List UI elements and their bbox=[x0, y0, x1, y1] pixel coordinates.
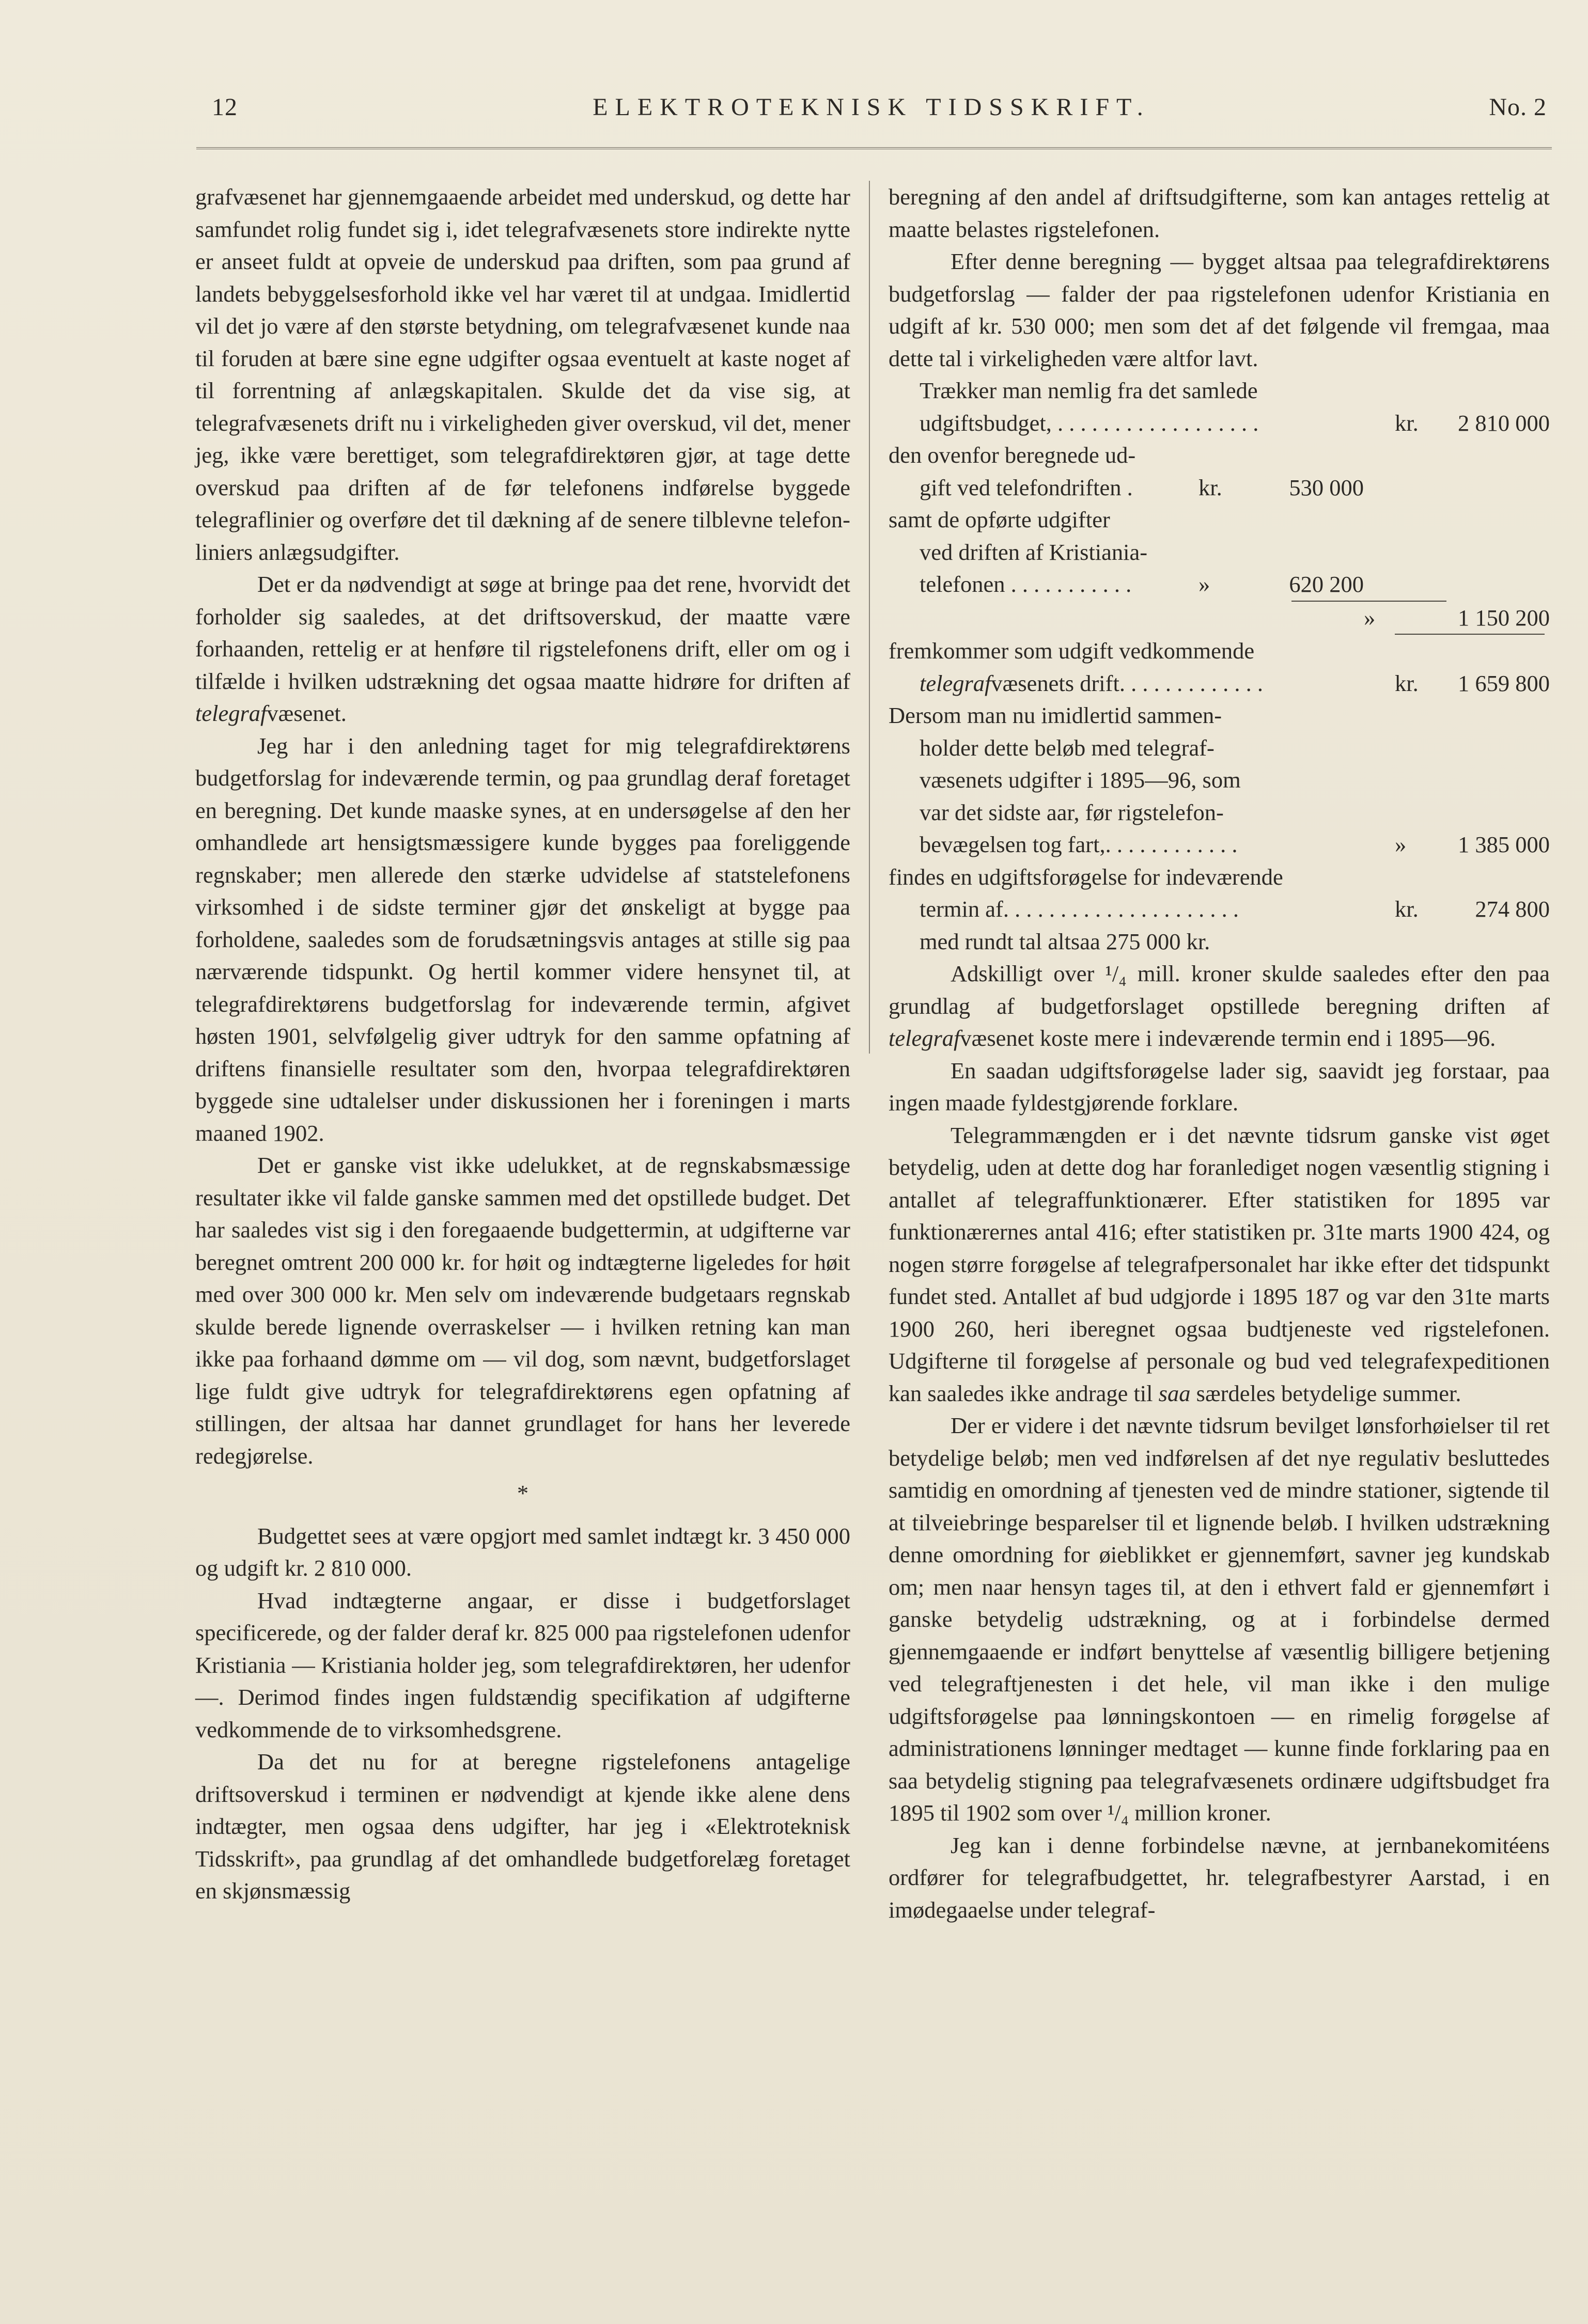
text: Adskilligt over ¹/₄ mill. kroner skulde saaledes efter den paa grundlag af budgetforslaget opstillede beregning driften af bbox=[889, 961, 1550, 1019]
calc-label: termin af. . . . . . . . . . . . . . . . . . . . . bbox=[920, 896, 1239, 922]
paragraph bbox=[889, 1119, 1550, 1410]
calc-row bbox=[889, 764, 1550, 796]
paragraph: beregning af den andel af driftsudgifterne, som kan antages rettelig at maatte belastes rigstelefonen. bbox=[889, 184, 1550, 242]
calculation-table bbox=[889, 374, 1550, 957]
calc-label: holder dette beløb med telegraf- bbox=[920, 734, 1215, 761]
journal-title: ELEKTROTEKNISK TIDSSKRIFT. bbox=[593, 93, 1150, 121]
calc-currency: kr. bbox=[1395, 896, 1419, 922]
paragraph: Da det nu for at beregne rigstelefonens antagelige driftsoverskud i terminen er nødvendigt at kjende ikke alene dens indtægter, men ogsaa dens udgifter, har jeg i «Elektroteknisk Tidsskrift», paa grundlag af det omhandlede budgetforelæg foretaget en skjønsmæssig bbox=[195, 1749, 850, 1904]
calc-row bbox=[889, 796, 1550, 829]
paragraph bbox=[195, 568, 850, 730]
calc-currency: kr. bbox=[1395, 410, 1419, 436]
page-number: 12 bbox=[212, 93, 238, 121]
issue-number: No. 2 bbox=[1489, 93, 1547, 121]
calc-row bbox=[889, 699, 1550, 732]
paragraph: Jeg kan i denne forbindelse nævne, at jernbanekomitéens ordfører for telegrafbudgettet, hr. telegrafbestyrer Aarstad, i en imødegaaelse under telegraf- bbox=[889, 1832, 1550, 1923]
calc-label: væsenets udgifter i 1895—96, som bbox=[920, 767, 1241, 793]
calc-label: samt de opførte udgifter bbox=[889, 507, 1110, 532]
calc-row bbox=[889, 374, 1550, 407]
calc-currency: » bbox=[1198, 571, 1210, 597]
calc-currency: » bbox=[1364, 604, 1376, 631]
calc-label: findes en udgiftsforøgelse for indeværende bbox=[889, 863, 1283, 890]
calc-amount: 2 810 000 bbox=[1458, 410, 1550, 436]
calc-label: gift ved telefondriften . bbox=[920, 474, 1133, 500]
text: væsenet koste mere i indeværende termin end i 1895—96. bbox=[960, 1025, 1496, 1051]
paragraph: Hvad indtægterne angaar, er disse i budgetforslaget specificerede, og der falder deraf kr. 825 000 paa rigstelefonen udenfor Kristiania — Kristiania holder jeg, som telegrafdirektøren, her udenfor —. Derimod findes ingen fuldstændig specifikation af udgifterne vedkommende de to virksomhedsgrene. bbox=[195, 1587, 850, 1742]
calc-label: udgiftsbudget, . . . . . . . . . . . . . . . . . . bbox=[920, 410, 1259, 436]
calc-row bbox=[889, 602, 1550, 634]
paragraph: grafvæsenet har gjennemgaaende arbeidet med underskud, og dette har samfundet rolig fundet sig i, idet telegrafvæsenets store indirekte nytte er anseet fuldt at opveie de underskud paa driften, som paa grund af landets bebyggelsesforhold ikke vel har været til at undgaa. Imidlertid vil det jo være af den største betydning, om telegrafvæsenet kunde naa til foruden at bære sine egne udgifter ogsaa eventuelt at kaste noget af til forrentning af anlægskapitalen. Skulde det da vise sig, at telegrafvæsenets drift nu i virkeligheden giver overskud, vil det, mener jeg, ikke være berettiget, som telegrafdirektøren gjør, at tage dette overskud paa driften af de før telefonens indførelse byggede telegraflinier og overføre det til dækning af de senere tilblevne telefon- liniers anlægsudgifter. bbox=[195, 184, 850, 565]
calc-label: var det sidste aar, før rigstelefon- bbox=[920, 799, 1224, 825]
calc-label: ved driften af Kristiania- bbox=[920, 539, 1148, 565]
paragraph: Der er videre i det nævnte tidsrum bevilget lønsforhøielser til ret betydelige beløb; men ved indførelsen af det nye regulativ besluttedes samtidig en omordning af tjenesten ved de mindre stationer, sigtende til at tilveiebringe besparelser til et lignende beløb. I hvilken udstrækning denne omordning for øieblikket er gjennemført, savner jeg kundskab om; men naar hensyn tages til, at den i ethvert fald er gjennemført i ganske betydelig udstrækning, og at i forbindelse dermed gjennemgaaende er indført benyttelse af væsentlig billigere betjening ved telegraftjenesten i det hele, vil man ikke i den mulige udgiftsforøgelse paa lønningskontoen — en rimelig forøgelse af administrationens lønninger medtaget — kunne finde forklaring paa en saa betydelig stigning paa telegrafvæsenets ordinære udgiftsbudget fra 1895 til 1902 som over ¹/₄ million kroner. bbox=[889, 1412, 1550, 1826]
calc-amount: 1 385 000 bbox=[1458, 831, 1550, 857]
header-rule bbox=[196, 147, 1552, 152]
calc-row bbox=[889, 667, 1550, 700]
paragraph: Efter denne beregning — bygget altsaa paa telegrafdirektørens budgetforslag — falder der paa rigstelefonen udenfor Kristiania en udgift af kr. 530 000; men som det af det følgende vil fremgaa, maa dette tal i virkeligheden være altfor lavt. bbox=[889, 248, 1550, 371]
italic-text: saa bbox=[1158, 1380, 1191, 1406]
calc-row bbox=[889, 828, 1550, 861]
calc-amount: 1 150 200 bbox=[1458, 604, 1550, 631]
calc-currency: kr. bbox=[1198, 474, 1222, 500]
calc-row bbox=[889, 925, 1550, 958]
calc-amount: 1 659 800 bbox=[1458, 670, 1550, 696]
right-column bbox=[889, 181, 1550, 1926]
calc-row bbox=[889, 893, 1550, 925]
paragraph: Jeg har i den anledning taget for mig telegrafdirektørens budgetforslag for indeværende termin, og paa grundlag deraf foretaget en beregning. Det kunde maaske synes, at en undersøgelse af den her omhandlede art hensigtsmæssigere kunde bygges paa foreliggende regnskaber; men allerede den stærke udvidelse af statstelefonens virksomhed i de sidste terminer gjør det ønskeligt at bygge paa forholdene, saaledes som de forudsætningsvis antages at stille sig paa nærværende tidspunkt. Og hertil kommer videre hensynet til, at telegrafdirektørens budgetforslag for indeværende termin, afgivet høsten 1901, selvfølgelig giver udtryk for den samme opfatning af driftens finansielle resultater som den, hvorpaa telegrafdirektøren byggede sine udtalelser under diskussionen her i foreningen i marts maaned 1902. bbox=[195, 732, 850, 1146]
paragraph: Budgettet sees at være opgjort med samlet indtægt kr. 3 450 000 og udgift kr. 2 810 000. bbox=[195, 1522, 850, 1581]
calc-row bbox=[889, 407, 1550, 439]
calc-row bbox=[889, 568, 1550, 601]
text: væsenet. bbox=[267, 700, 347, 726]
calc-label: med rundt tal altsaa 275 000 kr. bbox=[920, 928, 1210, 954]
calc-row bbox=[889, 536, 1550, 569]
text: Det er da nødvendigt at søge at bringe paa det rene, hvorvidt det forholder sig saaledes, at det driftsoverskud, der maatte være forhaanden, rettelig er at henføre til rigstelefonens drift, eller om og i tilfælde i hvilken udstrækning det ogsaa maatte hidrøre for driften af bbox=[195, 571, 850, 694]
text: Telegrammængden er i det nævnte tidsrum ganske vist øget betydelig, uden at dette dog har foranlediget nogen væsentlig stigning i antallet af telegraffunktionærer. Efter statistiken for 1895 var funktionærernes antal 416; efter statistiken pr. 31te marts 1900 424, og nogen større forøgelse af telegrafpersonalet har ikke efter det tidspunkt fundet sted. Antallet af bud udgjorde i 1895 187 og var den 31te marts 1900 260, heri iberegnet ogsaa budtjeneste ved rigstelefonen. Udgifterne til forøgelse af personale og bud ved telegrafexpeditionen kan saaledes ikke andrage til bbox=[889, 1122, 1550, 1406]
calc-currency: kr. bbox=[1395, 670, 1419, 696]
column-divider bbox=[869, 181, 870, 1054]
calc-currency: » bbox=[1395, 831, 1407, 857]
italic-text: telegraf bbox=[195, 700, 267, 726]
calc-label: Trækker man nemlig fra det samlede bbox=[920, 378, 1258, 403]
calc-row bbox=[889, 439, 1550, 472]
running-header bbox=[191, 93, 1552, 129]
calc-label: telefonen . . . . . . . . . . . bbox=[920, 571, 1132, 597]
calc-amount: 530 000 bbox=[1289, 474, 1364, 500]
calc-row bbox=[889, 861, 1550, 893]
calc-amount: 274 800 bbox=[1475, 896, 1550, 922]
calc-row bbox=[889, 732, 1550, 764]
calc-label bbox=[889, 667, 1395, 700]
paragraph bbox=[889, 957, 1550, 1055]
calc-label: fremkommer som udgift vedkommende bbox=[889, 638, 1255, 664]
text: særdeles betydelige summer. bbox=[1196, 1380, 1461, 1406]
section-separator: * bbox=[517, 1480, 529, 1506]
calc-label: den ovenfor beregnede ud- bbox=[889, 442, 1136, 468]
paragraph: Det er ganske vist ikke udelukket, at de regnskabsmæssige resultater ikke vil falde ganske sammen med det opstillede budget. Det har saaledes vist sig i den foregaaende budgettermin, at udgifterne var beregnet omtrent 200 000 kr. for høit og indtægterne ligeledes for høit med over 300 000 kr. Men selv om indeværende budgetaars regnskab skulde berede lignende overraskelser — i hvilken retning kan man ikke paa forhaand dømme om — vil dog, som nævnt, budgetforslaget lige fuldt give udtryk for telegrafdirektørens egen opfatning af stillingen, der altsaa har dannet grundlaget for hans her leverede redegjørelse. bbox=[195, 1152, 850, 1469]
text: væsenets drift. . . . . . . . . . . . . bbox=[991, 670, 1263, 696]
calc-label: bevægelsen tog fart,. . . . . . . . . . . . bbox=[920, 831, 1238, 857]
calc-amount: 620 200 bbox=[1289, 571, 1364, 597]
left-column bbox=[195, 181, 850, 1907]
calc-label: Dersom man nu imidlertid sammen- bbox=[889, 702, 1222, 728]
italic-text: telegraf bbox=[889, 1025, 960, 1051]
calc-row bbox=[889, 504, 1550, 536]
paragraph: En saadan udgiftsforøgelse lader sig, saavidt jeg forstaar, paa ingen maade fyldestgjørende forklare. bbox=[889, 1057, 1550, 1116]
calc-row bbox=[889, 472, 1550, 504]
calc-row bbox=[889, 635, 1550, 667]
italic-text: telegraf bbox=[920, 670, 991, 696]
